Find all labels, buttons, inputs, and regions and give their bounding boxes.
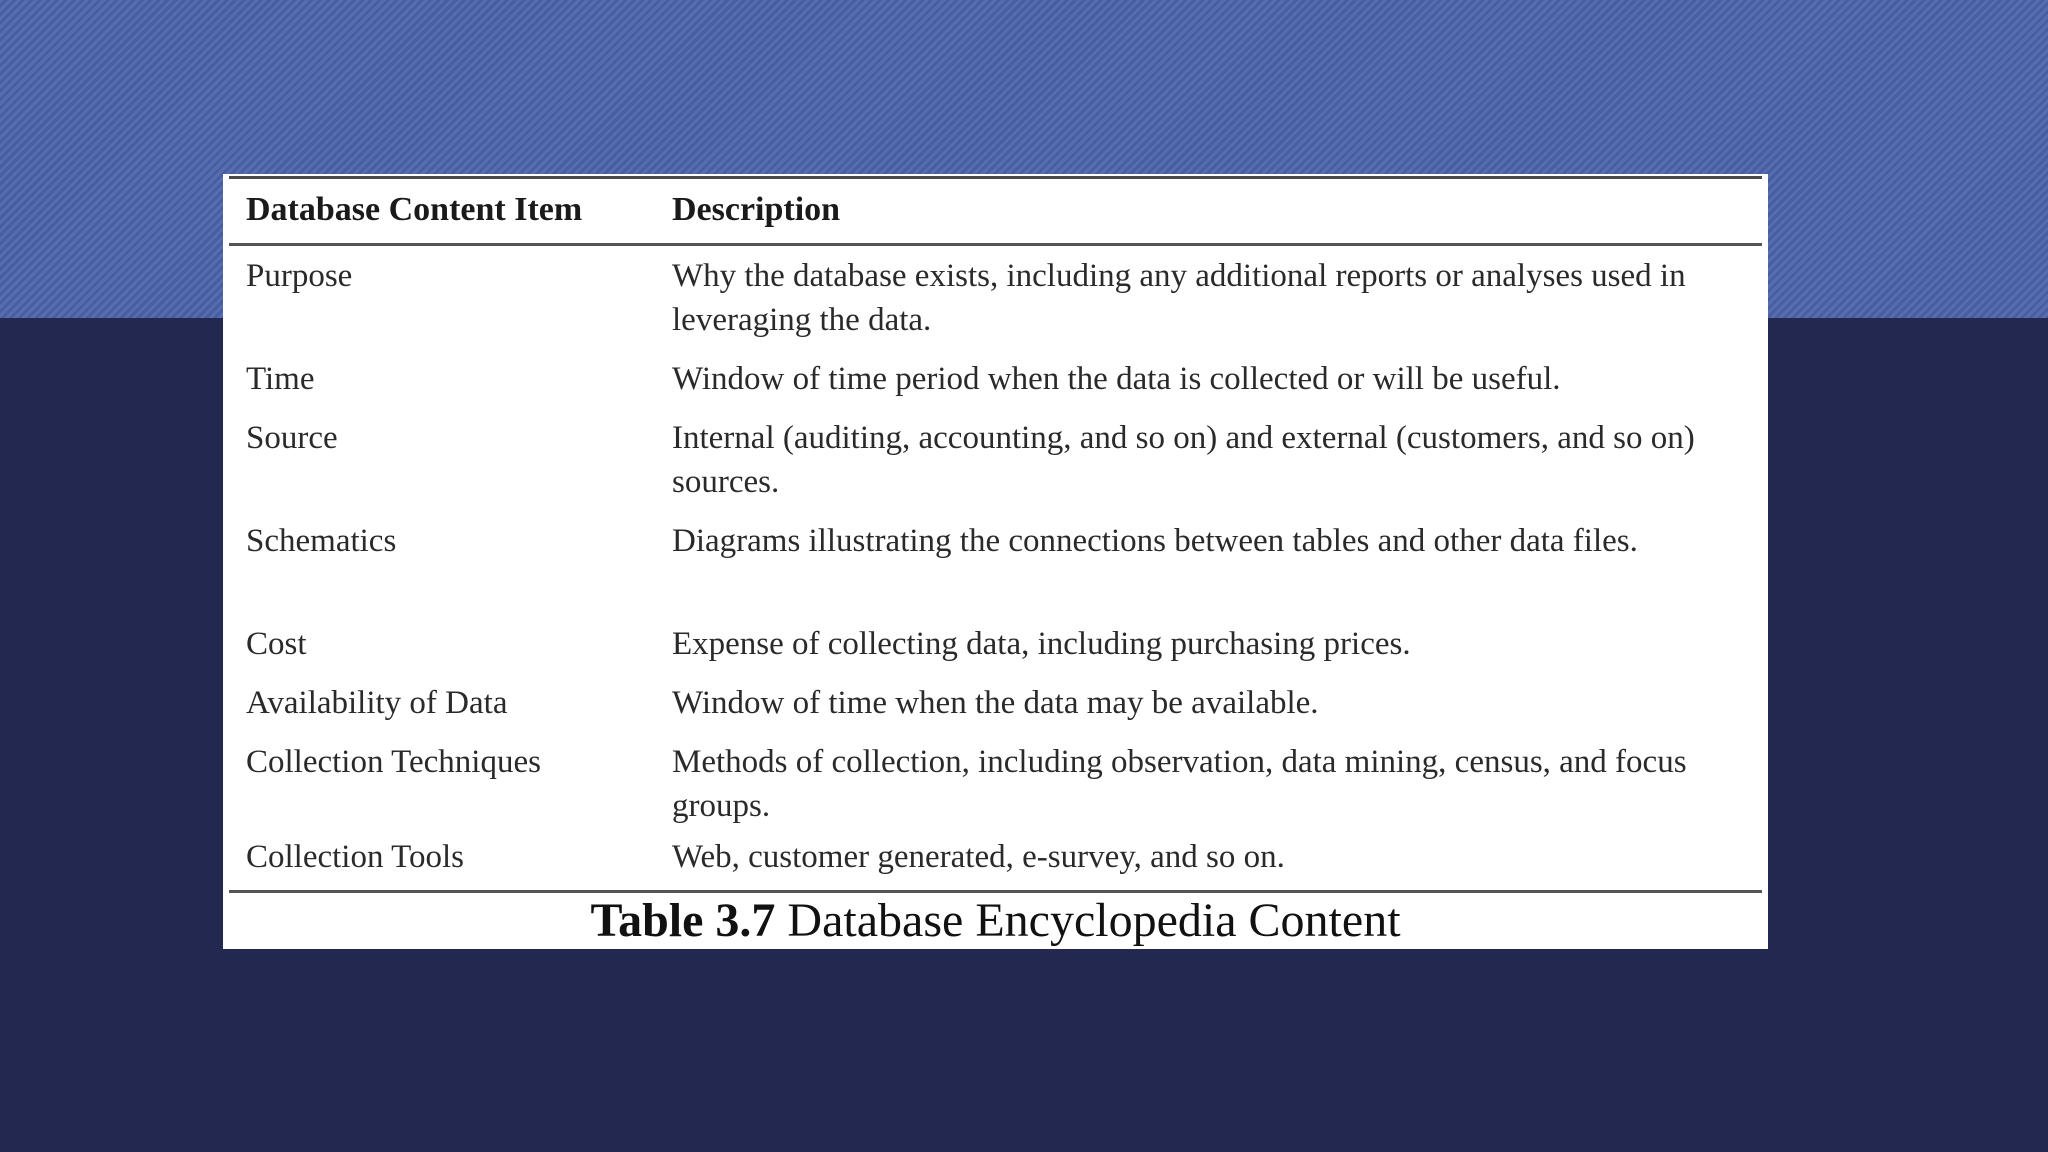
- row-description: Why the database exists, including any additional reports or analyses used in leveraging the data.: [672, 258, 1686, 338]
- row-item: Source: [246, 420, 338, 456]
- row-description: Expense of collecting data, including purchasing prices.: [672, 626, 1411, 662]
- row-description: Methods of collection, including observation, data mining, census, and focus groups.: [672, 744, 1687, 824]
- row-description: Internal (auditing, accounting, and so on) and external (customers, and so on) sources.: [672, 420, 1695, 500]
- row-item: Availability of Data: [246, 685, 508, 721]
- table-caption: [223, 892, 1768, 950]
- row-item: Purpose: [246, 258, 353, 294]
- row-description: Web, customer generated, e-survey, and so on.: [672, 839, 1285, 875]
- row-item: Time: [246, 361, 315, 397]
- row-item: Collection Techniques: [246, 744, 541, 780]
- table-header-rule: [229, 243, 1762, 246]
- caption-label: Table 3.7: [590, 894, 776, 947]
- row-item: Schematics: [246, 523, 397, 559]
- header-description: Description: [672, 191, 841, 228]
- row-description: Diagrams illustrating the connections between tables and other data files.: [672, 523, 1638, 559]
- table-card: [223, 174, 1768, 949]
- table-top-rule: [229, 176, 1762, 179]
- row-item: Collection Tools: [246, 839, 464, 875]
- row-description: Window of time when the data may be available.: [672, 685, 1319, 721]
- header-item: Database Content Item: [246, 191, 583, 228]
- caption-text: Database Encyclopedia Content: [787, 894, 1401, 947]
- row-description: Window of time period when the data is collected or will be useful.: [672, 361, 1561, 397]
- table-header-row: [223, 188, 1768, 238]
- row-item: Cost: [246, 626, 307, 662]
